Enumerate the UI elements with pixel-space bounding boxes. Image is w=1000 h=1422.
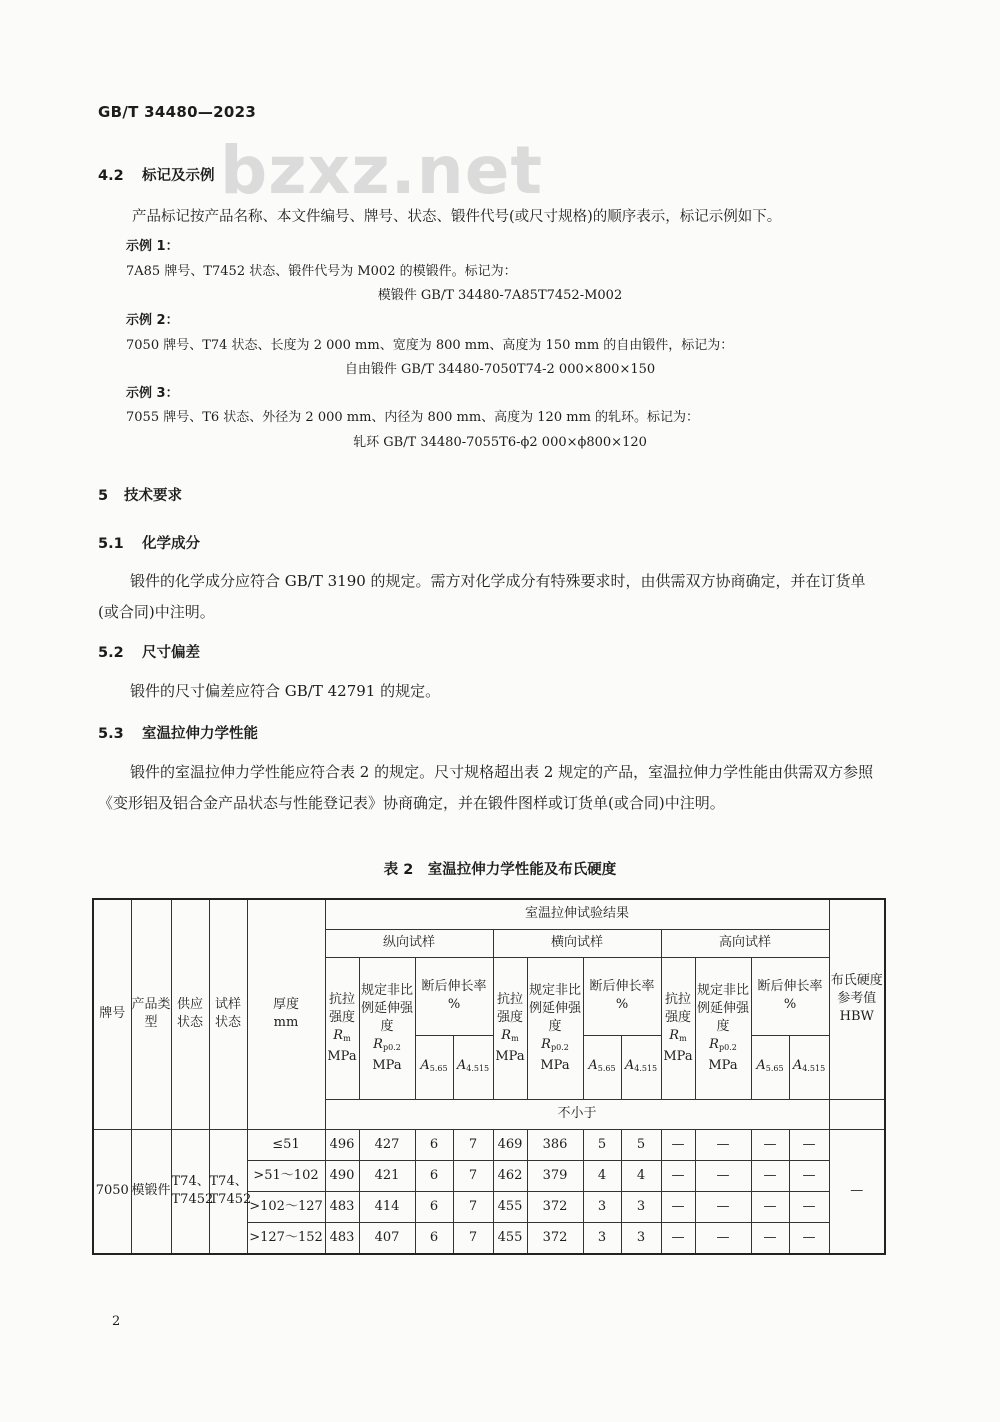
cell-s-a2: — [789, 1129, 829, 1160]
section-5-2-body: 锻件的尺寸偏差应符合 GB/T 42791 的规定。 [130, 682, 441, 700]
section-5-3-heading [98, 722, 258, 743]
header-a565 [415, 1035, 453, 1099]
section-number: 5.1 [98, 536, 124, 552]
cell-supply-temper: T74、T7452 [171, 1129, 209, 1254]
header-longitudinal: 纵向试样 [325, 929, 493, 957]
header-transverse: 横向试样 [493, 929, 661, 957]
header-a-subscript: 5.65 [429, 1063, 448, 1073]
header-proof-label: 规定非比例延伸强度 [696, 982, 749, 1034]
header-elongation-label: 断后伸长率 [757, 979, 823, 994]
header-elongation-label: 断后伸长率 [589, 979, 655, 994]
cell-s-rp: — [695, 1191, 751, 1222]
cell-l-rp: 414 [359, 1191, 415, 1222]
section-title: 尺寸偏差 [142, 645, 200, 661]
cell-s-rm: — [661, 1129, 695, 1160]
header-rm [661, 957, 695, 1099]
header-rm-symbol: R [333, 1027, 344, 1043]
cell-s-rp: — [695, 1160, 751, 1191]
section-title: 化学成分 [142, 536, 200, 552]
header-elongation-unit: % [783, 997, 797, 1012]
header-elongation-unit: % [615, 997, 629, 1012]
header-a-symbol: A [792, 1057, 803, 1073]
cell-t-a1: 3 [583, 1191, 621, 1222]
hardness-unit: HBW [839, 1009, 874, 1025]
header-tensile-label: 抗拉强度 [328, 991, 355, 1025]
cell-l-rm: 483 [325, 1222, 359, 1254]
header-rm-symbol: R [501, 1027, 512, 1043]
cell-t-a2: 3 [621, 1191, 661, 1222]
section-5-heading [98, 484, 182, 505]
header-rm-symbol: R [669, 1027, 680, 1043]
header-rp [359, 957, 415, 1099]
header-rm-subscript: m [511, 1033, 519, 1043]
cell-s-rp: — [695, 1129, 751, 1160]
cell-grade: 7050 [93, 1129, 131, 1254]
header-a-symbol: A [624, 1057, 635, 1073]
cell-l-rp: 427 [359, 1129, 415, 1160]
cell-t-a2: 3 [621, 1222, 661, 1254]
header-elongation [583, 957, 661, 1035]
header-hardness-blank [829, 1099, 885, 1129]
header-tensile-label: 抗拉强度 [496, 991, 523, 1025]
header-rp-symbol: R [709, 1036, 719, 1052]
hardness-label: 布氏硬度参考值 [830, 973, 883, 1007]
header-product-type: 产品类型 [131, 899, 171, 1129]
section-5-3-body: 锻件的室温拉伸力学性能应符合表 2 的规定。尺寸规格超出表 2 规定的产品，室温拉伸力学性能由供需双方参照《变形铝及铝合金产品状态与性能登记表》协商确定，并在锻件图样或订货单(或合同)中注明。 [98, 763, 874, 812]
header-rp-subscript: p0.2 [382, 1042, 401, 1052]
section-number: 5 [98, 488, 109, 504]
header-tensile-label: 抗拉强度 [664, 991, 691, 1025]
header-a-symbol: A [456, 1057, 467, 1073]
header-rp [695, 957, 751, 1099]
cell-s-a2: — [789, 1222, 829, 1254]
cell-l-a2: 7 [453, 1129, 493, 1160]
page-number: 2 [112, 1314, 121, 1329]
cell-t-a1: 4 [583, 1160, 621, 1191]
cell-s-a1: — [751, 1222, 789, 1254]
header-rp-unit: MPa [540, 1057, 570, 1073]
header-thickness [247, 899, 325, 1129]
header-rp-unit: MPa [372, 1057, 402, 1073]
header-hardness [829, 899, 885, 1099]
header-rm-unit: MPa [495, 1048, 525, 1064]
watermark: bzxz.net [220, 132, 544, 209]
header-a-subscript: 4.515 [802, 1063, 826, 1073]
cell-s-rm: — [661, 1160, 695, 1191]
table-row [93, 1129, 885, 1160]
cell-l-a2: 7 [453, 1191, 493, 1222]
cell-s-rm: — [661, 1222, 695, 1254]
header-rp-unit: MPa [708, 1057, 738, 1073]
cell-thickness: ≤51 [247, 1129, 325, 1160]
cell-s-a1: — [751, 1129, 789, 1160]
cell-s-rm: — [661, 1191, 695, 1222]
header-a-symbol: A [588, 1057, 598, 1073]
header-proof-label: 规定非比例延伸强度 [360, 982, 413, 1034]
table-2 [92, 898, 886, 1255]
header-grade: 牌号 [93, 899, 131, 1129]
cell-t-rm: 455 [493, 1191, 527, 1222]
header-a-subscript: 4.515 [634, 1063, 658, 1073]
cell-l-a1: 6 [415, 1160, 453, 1191]
header-specimen-temper: 试样状态 [209, 899, 247, 1129]
section-title: 室温拉伸力学性能 [142, 726, 258, 742]
cell-t-a2: 4 [621, 1160, 661, 1191]
cell-s-a2: — [789, 1191, 829, 1222]
cell-s-a1: — [751, 1191, 789, 1222]
cell-t-rp: 372 [527, 1191, 583, 1222]
cell-s-a1: — [751, 1160, 789, 1191]
cell-t-rp: 379 [527, 1160, 583, 1191]
cell-t-rm: 455 [493, 1222, 527, 1254]
header-elongation-unit: % [447, 997, 461, 1012]
example-3-label: 示例 3： [126, 386, 179, 401]
header-test-results: 室温拉伸试验结果 [325, 899, 829, 929]
header-a4515 [789, 1035, 829, 1099]
cell-l-a1: 6 [415, 1129, 453, 1160]
cell-l-a1: 6 [415, 1191, 453, 1222]
section-title: 标记及示例 [142, 168, 215, 184]
cell-l-rm: 490 [325, 1160, 359, 1191]
header-rp [527, 957, 583, 1099]
section-number: 5.3 [98, 726, 124, 742]
section-5-1-body: 锻件的化学成分应符合 GB/T 3190 的规定。需方对化学成分有特殊要求时，由供需双方协商确定，并在订货单(或合同)中注明。 [98, 572, 866, 621]
cell-thickness: >102～127 [247, 1191, 325, 1222]
example-1-label: 示例 1： [126, 239, 179, 254]
cell-t-rp: 372 [527, 1222, 583, 1254]
section-5-2-heading [98, 641, 200, 662]
cell-t-rm: 469 [493, 1129, 527, 1160]
example-2-mark: 自由锻件 GB/T 34480-7050T74-2 000×800×150 [344, 362, 656, 377]
cell-s-rp: — [695, 1222, 751, 1254]
header-a-symbol: A [420, 1057, 430, 1073]
cell-l-rm: 483 [325, 1191, 359, 1222]
section-4-2-intro: 产品标记按产品名称、本文件编号、牌号、状态、锻件代号(或尺寸规格)的顺序表示，标记示例如下。 [132, 209, 782, 225]
header-rm-subscript: m [679, 1033, 687, 1043]
cell-l-rp: 407 [359, 1222, 415, 1254]
header-elongation [751, 957, 829, 1035]
header-rm-unit: MPa [663, 1048, 693, 1064]
header-rp-subscript: p0.2 [550, 1042, 569, 1052]
cell-s-a2: — [789, 1160, 829, 1191]
cell-product-type: 模锻件 [131, 1129, 171, 1254]
header-a565 [583, 1035, 621, 1099]
header-rm [325, 957, 359, 1099]
example-1-text: 7A85 牌号、T7452 状态、锻件代号为 M002 的模锻件。标记为： [126, 264, 517, 279]
header-not-less-than: 不小于 [325, 1099, 829, 1129]
section-number: 5.2 [98, 645, 124, 661]
cell-l-a2: 7 [453, 1222, 493, 1254]
cell-hardness: — [829, 1129, 885, 1254]
cell-l-rp: 421 [359, 1160, 415, 1191]
header-a-subscript: 5.65 [597, 1063, 616, 1073]
section-5-1-heading [98, 532, 200, 553]
cell-l-rm: 496 [325, 1129, 359, 1160]
header-a4515 [621, 1035, 661, 1099]
example-3-mark: 轧环 GB/T 34480-7055T6-ϕ2 000×ϕ800×120 [353, 435, 647, 450]
thickness-label: 厚度 [272, 997, 299, 1013]
header-a-subscript: 5.65 [765, 1063, 784, 1073]
cell-t-a2: 5 [621, 1129, 661, 1160]
header-rm-subscript: m [343, 1033, 351, 1043]
cell-t-a1: 5 [583, 1129, 621, 1160]
section-4-2-heading [98, 164, 215, 185]
cell-thickness: >127～152 [247, 1222, 325, 1254]
header-elongation-label: 断后伸长率 [421, 979, 487, 994]
header-short-transverse: 高向试样 [661, 929, 829, 957]
cell-t-rp: 386 [527, 1129, 583, 1160]
standard-id: GB/T 34480—2023 [98, 103, 257, 121]
example-2-text: 7050 牌号、T74 状态、长度为 2 000 mm、宽度为 800 mm、高度为 150 mm 的自由锻件，标记为： [126, 338, 734, 353]
header-supply-temper: 供应状态 [171, 899, 209, 1129]
header-a565 [751, 1035, 789, 1099]
header-rp-symbol: R [373, 1036, 383, 1052]
cell-specimen-temper: T74、T7452 [209, 1129, 247, 1254]
example-1-mark: 模锻件 GB/T 34480-7A85T7452-M002 [377, 288, 623, 303]
header-proof-label: 规定非比例延伸强度 [528, 982, 581, 1034]
header-elongation [415, 957, 493, 1035]
example-2-label: 示例 2： [126, 313, 179, 328]
header-a-symbol: A [756, 1057, 766, 1073]
header-rp-symbol: R [541, 1036, 551, 1052]
section-title: 技术要求 [124, 488, 182, 504]
header-a-subscript: 4.515 [466, 1063, 490, 1073]
header-rm [493, 957, 527, 1099]
cell-l-a1: 6 [415, 1222, 453, 1254]
header-rp-subscript: p0.2 [718, 1042, 737, 1052]
example-3-text: 7055 牌号、T6 状态、外径为 2 000 mm、内径为 800 mm、高度为 120 mm 的轧环。标记为： [126, 410, 700, 425]
thickness-unit: mm [273, 1015, 299, 1031]
cell-t-a1: 3 [583, 1222, 621, 1254]
header-rm-unit: MPa [327, 1048, 357, 1064]
header-a4515 [453, 1035, 493, 1099]
cell-thickness: >51～102 [247, 1160, 325, 1191]
cell-t-rm: 462 [493, 1160, 527, 1191]
section-number: 4.2 [98, 168, 124, 184]
table-2-title: 表 2 室温拉伸力学性能及布氏硬度 [383, 862, 617, 878]
cell-l-a2: 7 [453, 1160, 493, 1191]
